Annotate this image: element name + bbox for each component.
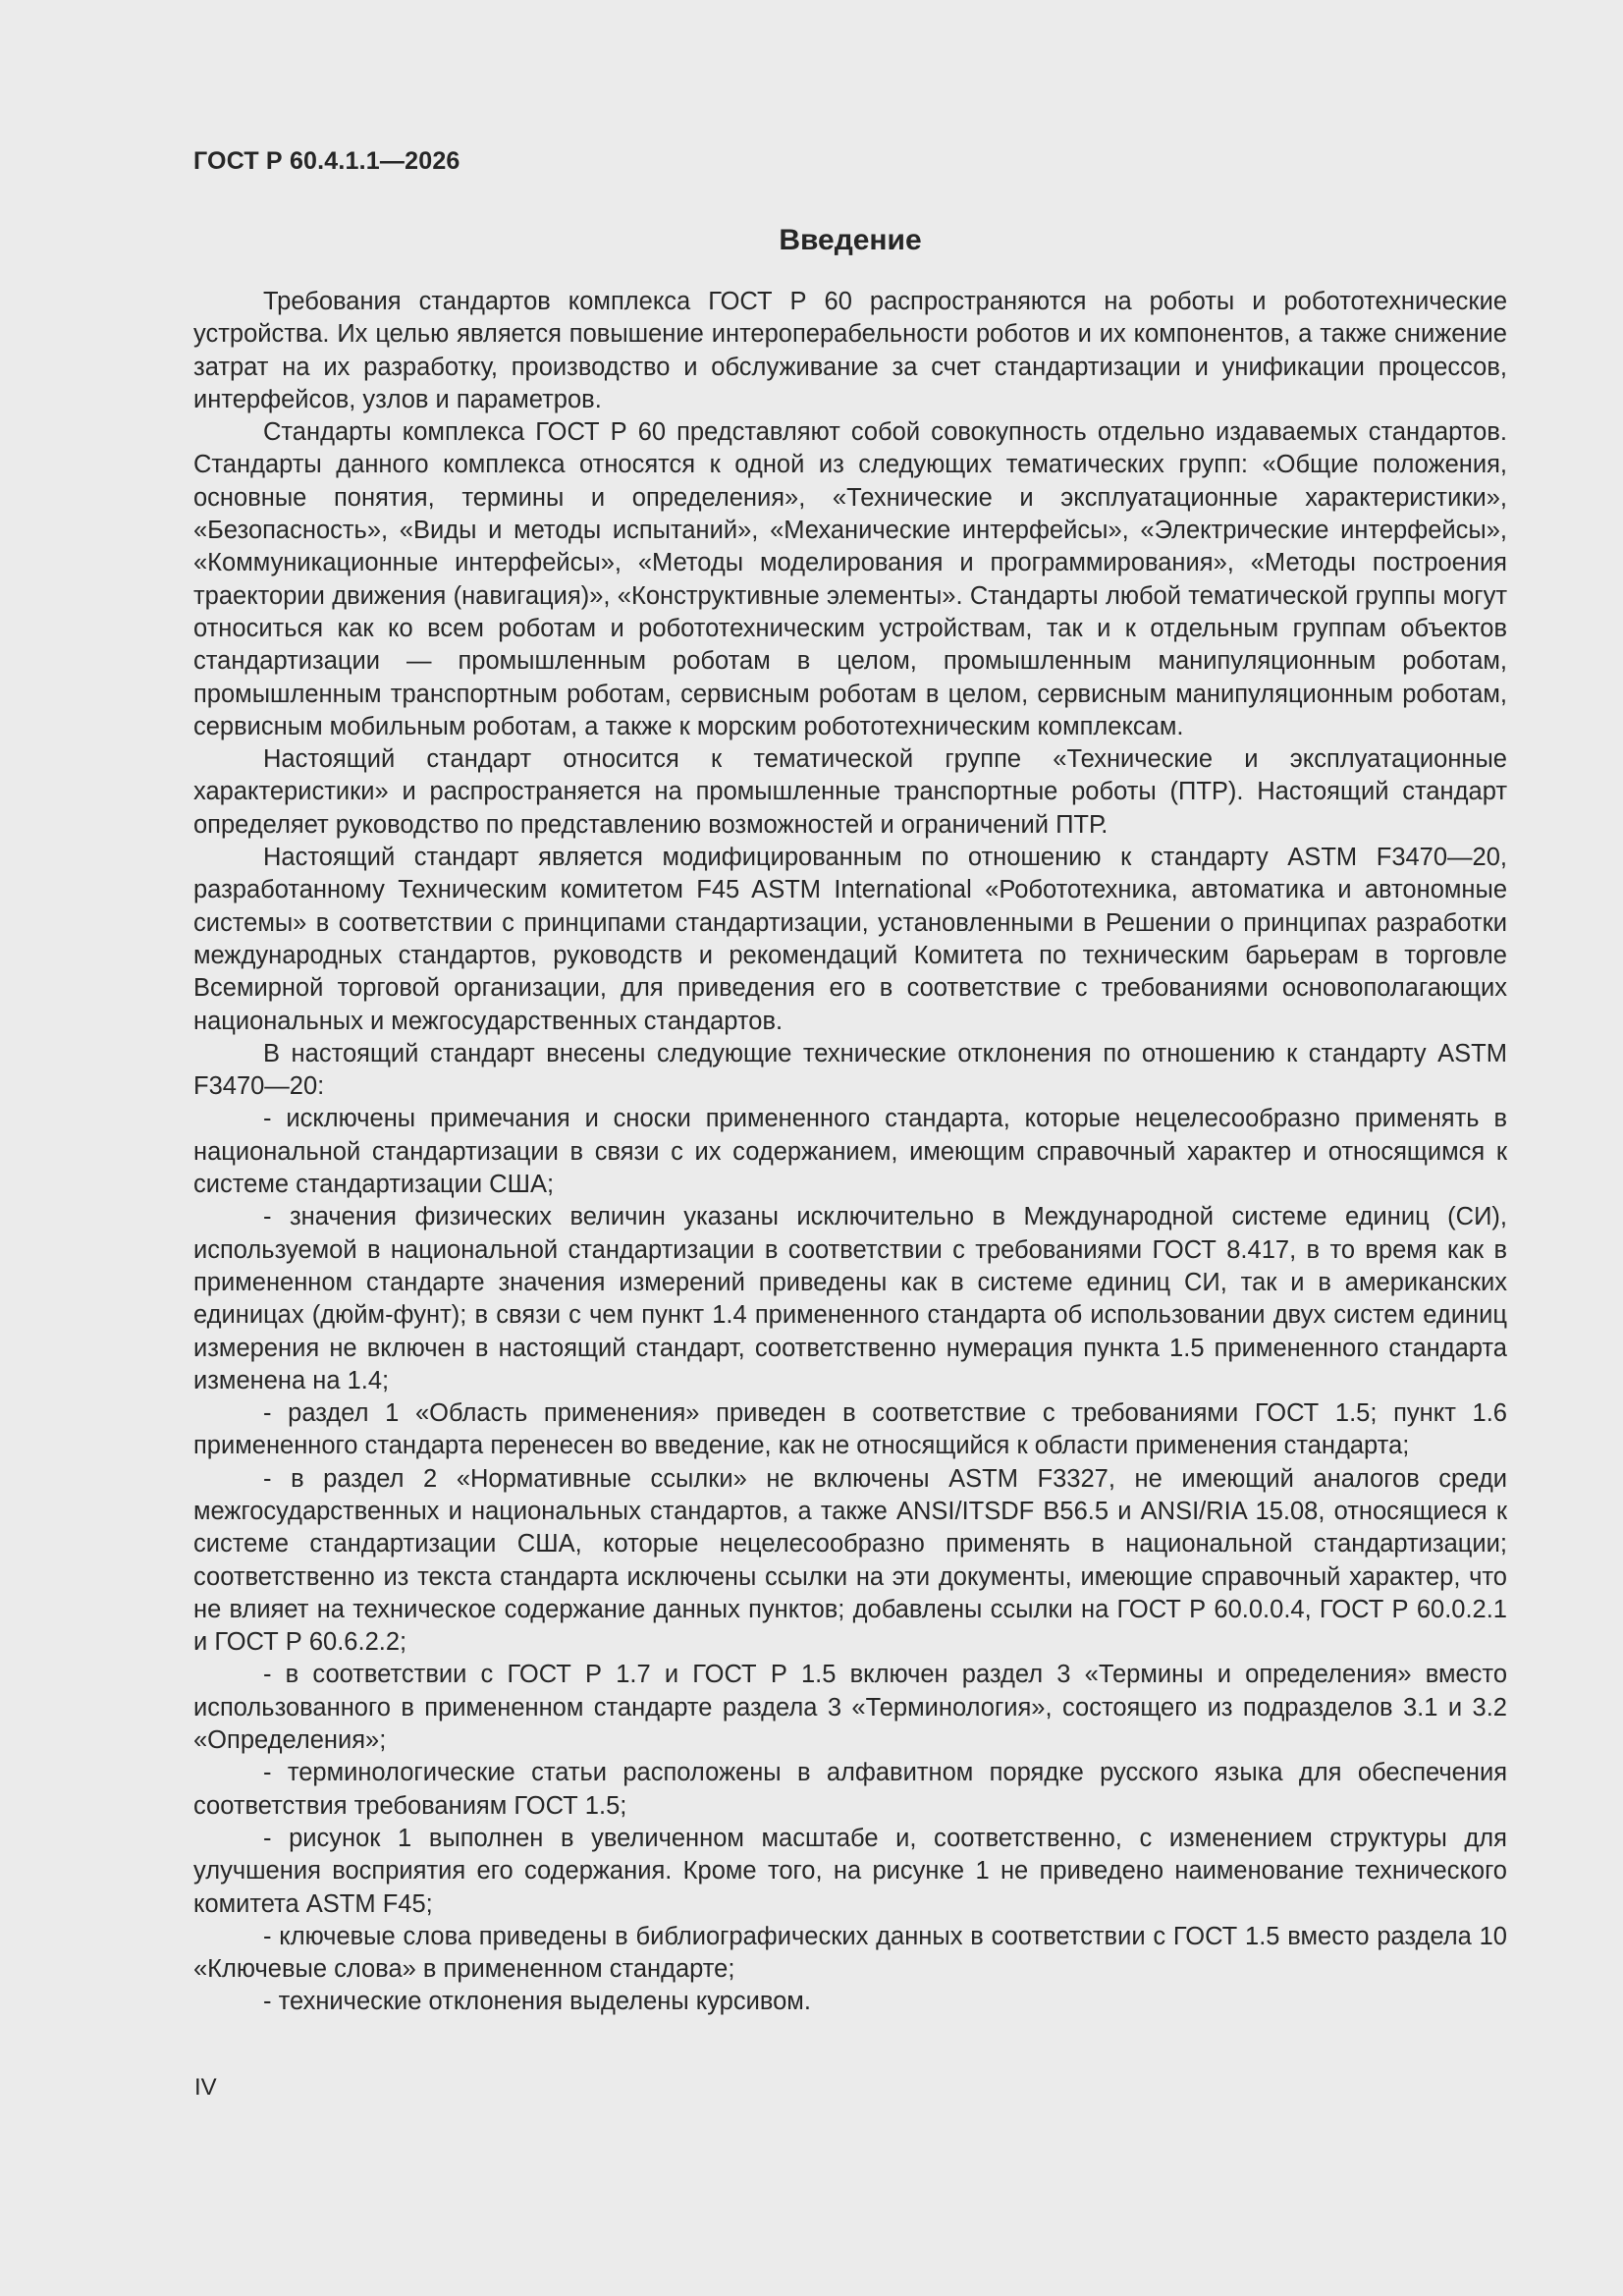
- paragraph-modification: Настоящий стандарт является модифицированным по отношению к стандарту ASTM F3470—20, разработанному Техническим комитетом F45 ASTM International «Робототехника, автоматика и автономные системы» в соответствии с принципами стандартизации, установленными в Решении о принципах разработки международных стандартов, руководств и рекомендаций Комитета по техническим барьерам в торговле Всемирной торговой организации, для приведения его в соответствие с требованиями основополагающих национальных и межгосударственных стандартов.: [193, 844, 1507, 1035]
- paragraph-deviations-intro: В настоящий стандарт внесены следующие технические отклонения по отношению к стандарту ASTM F3470—20:: [193, 1039, 1507, 1101]
- document-code: ГОСТ Р 60.4.1.1—2026: [193, 147, 460, 175]
- page-number: IV: [194, 2074, 217, 2101]
- section-title: Введение: [779, 224, 922, 256]
- deviation-item: - ключевые слова приведены в библиографических данных в соответствии с ГОСТ 1.5 вместо раздела 10 «Ключевые слова» в примененном стандарте;: [193, 1922, 1507, 1984]
- paragraph-scope: Требования стандартов комплекса ГОСТ Р 60 распространяются на роботы и робототехнические устройства. Их целью является повышение интероперабельности роботов и их компонентов, а также снижение затрат на их разработку, производство и обслуживание за счет стандартизации и унификации процессов, интерфейсов, узлов и параметров.: [193, 288, 1507, 413]
- deviation-item: - технические отклонения выделены курсивом.: [263, 1988, 811, 2016]
- deviation-item: - раздел 1 «Область применения» приведен в соответствие с требованиями ГОСТ 1.5; пункт 1.6 примененного стандарта перенесен во введение, как не относящийся к области применения стандарта;: [193, 1399, 1507, 1460]
- deviation-item: - в раздел 2 «Нормативные ссылки» не включены ASTM F3327, не имеющий аналогов среди межгосударственных и национальных стандартов, а также ANSI/ITSDF B56.5 и ANSI/RIA 15.08, относящиеся к системе стандартизации США, которые нецелесообразно применять в национальной стандартизации; соответственно из текста стандарта исключены ссылки на эти документы, имеющие справочный характер, что не влияет на техническое содержание данных пунктов; добавлены ссылки на ГОСТ Р 60.0.0.4, ГОСТ Р 60.0.2.1 и ГОСТ Р 60.6.2.2;: [193, 1464, 1507, 1657]
- deviation-item: - значения физических величин указаны исключительно в Международной системе единиц (СИ), используемой в национальной стандартизации в соответствии с требованиями ГОСТ 8.417, в то время как в примененном стандарте значения измерений приведены как в системе единиц СИ, так и в американских единицах (дюйм-фунт); в связи с чем пункт 1.4 примененного стандарта об использовании двух систем единиц измерения не включен в настоящий стандарт, соответственно нумерация пункта 1.5 примененного стандарта изменена на 1.4;: [193, 1203, 1507, 1394]
- paragraph-groups: Стандарты комплекса ГОСТ Р 60 представляют собой совокупность отдельно издаваемых стандартов. Стандарты данного комплекса относятся к одной из следующих тематических групп: «Общие положения, основные понятия, термины и определения», «Технические и эксплуатационные характеристики», «Безопасность», «Виды и методы испытаний», «Механические интерфейсы», «Электрические интерфейсы», «Коммуникационные интерфейсы», «Методы моделирования и программирования», «Методы построения траектории движения (навигация)», «Конструктивные элементы». Стандарты любой тематической группы могут относиться как ко всем роботам и робототехническим устройствам, так и к отдельным группам объектов стандартизации — промышленным роботам в целом, промышленным манипуляционным роботам, промышленным транспортным роботам, сервисным роботам в целом, сервисным манипуляционным роботам, сервисным мобильным роботам, а также к морским робототехническим комплексам.: [193, 418, 1507, 740]
- deviation-item: - рисунок 1 выполнен в увеличенном масштабе и, соответственно, с изменением структуры для улучшения восприятия его содержания. Кроме того, на рисунке 1 не приведено наименование технического комитета ASTM F45;: [193, 1824, 1507, 1918]
- deviation-item: - терминологические статьи расположены в алфавитном порядке русского языка для обеспечения соответствия требованиям ГОСТ 1.5;: [193, 1759, 1507, 1820]
- introduction-body: [193, 286, 1507, 2019]
- deviation-item: - исключены примечания и сноски примененного стандарта, которые нецелесообразно применять в национальной стандартизации в связи с их содержанием, имеющим справочный характер и относящимся к системе стандартизации США;: [193, 1105, 1507, 1199]
- paragraph-theme: Настоящий стандарт относится к тематической группе «Технические и эксплуатационные характеристики» и распространяется на промышленные транспортные роботы (ПТР). Настоящий стандарт определяет руководство по представлению возможностей и ограничений ПТР.: [193, 745, 1507, 839]
- deviation-item: - в соответствии с ГОСТ Р 1.7 и ГОСТ Р 1.5 включен раздел 3 «Термины и определения» вместо использованного в примененном стандарте раздела 3 «Терминология», состоящего из подразделов 3.1 и 3.2 «Определения»;: [193, 1661, 1507, 1755]
